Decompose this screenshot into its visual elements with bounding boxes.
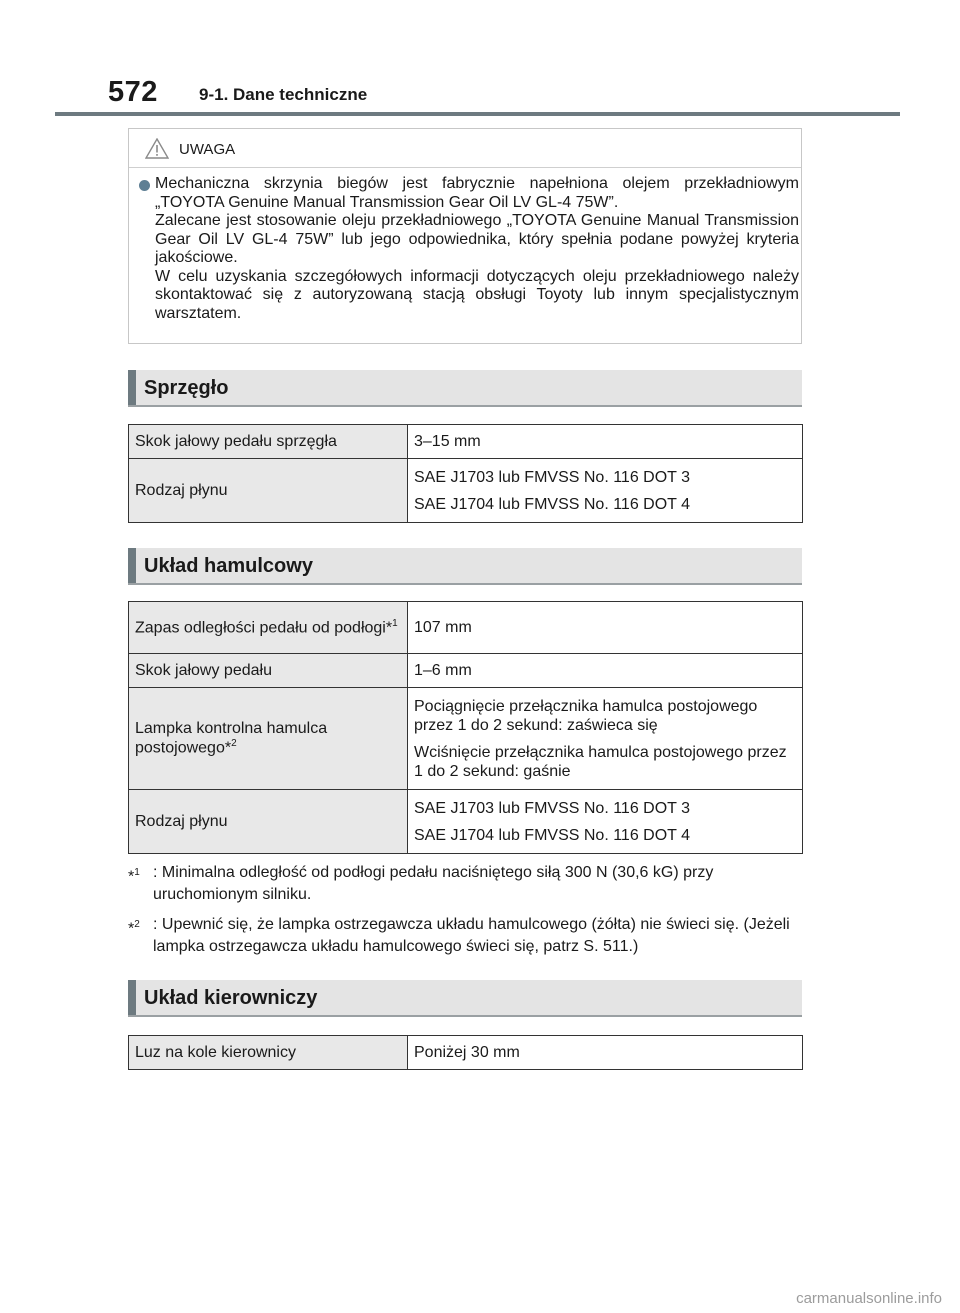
section-accent [128, 980, 136, 1015]
section-steering [128, 980, 802, 1017]
key-text: Zapas odległości pedału od podłogi* [135, 619, 393, 637]
warning-triangle-icon [145, 138, 169, 159]
key-text: Lampka kontrolna hamulca postojowego* [135, 719, 328, 757]
footnote-number: 1 [134, 867, 140, 878]
value-line: 107 mm [414, 619, 472, 636]
caution-line: W celu uzyskania szczegółowych informacji dotyczących oleju przekładniowego należy skontaktować się z autoryzowaną stacją obsługi Toyoty lub innym specjalistycznym warsztatem. [155, 267, 799, 322]
footnote-star: * [128, 920, 135, 938]
caution-header [129, 129, 801, 168]
section-title: Układ hamulcowy [144, 555, 313, 577]
table-key [129, 602, 408, 654]
bullet-icon [139, 180, 150, 191]
table-row [129, 459, 803, 523]
section-title: Układ kierowniczy [144, 987, 318, 1009]
value-line: 1–6 mm [414, 662, 472, 679]
table-row [129, 425, 803, 459]
section-accent [128, 548, 136, 583]
table-key: Skok jałowy pedału [129, 654, 408, 688]
caution-box [128, 128, 802, 344]
value-line: SAE J1703 lub FMVSS No. 116 DOT 3 [414, 468, 690, 486]
section-accent [128, 370, 136, 405]
table-key: Skok jałowy pedału sprzęgła [129, 425, 408, 459]
footnote-1 [128, 862, 808, 906]
table-row [129, 790, 803, 854]
caution-line: Zalecane jest stosowanie oleju przekładniowego „TOYOTA Genuine Manual Transmission Gear Oil LV GL-4 75W” lub jego odpowiednika, który spełnia podane powyżej kryteria jakościowe. [155, 212, 799, 266]
footnote-text: : Minimalna odległość od podłogi pedału naciśniętego siłą 300 N (30,6 kG) przy uruchomionym silniku. [153, 864, 714, 903]
caution-text [155, 175, 799, 323]
steering-table [128, 1035, 803, 1070]
table-key [129, 688, 408, 790]
caution-line: Mechaniczna skrzynia biegów jest fabrycznie napełniona olejem przekładniowym „TOYOTA Genuine Manual Transmission Gear Oil LV GL-4 75W”. [155, 175, 799, 211]
watermark: carmanualsonline.info [796, 1290, 942, 1307]
value-line: SAE J1704 lub FMVSS No. 116 DOT 4 [414, 826, 690, 844]
table-row [129, 654, 803, 688]
clutch-table [128, 424, 803, 523]
header-rule [55, 112, 900, 116]
table-value [408, 459, 803, 523]
table-value [408, 425, 803, 459]
value-line: SAE J1703 lub FMVSS No. 116 DOT 3 [414, 799, 690, 817]
footnote-ref: 1 [392, 617, 398, 629]
footnote-2 [128, 914, 808, 958]
section-brakes [128, 548, 802, 585]
footnote-star: * [128, 868, 135, 886]
footnote-number: 2 [134, 919, 140, 930]
table-row [129, 602, 803, 654]
table-value [408, 602, 803, 654]
table-key: Luz na kole kierownicy [129, 1036, 408, 1070]
table-row [129, 1036, 803, 1070]
table-key: Rodzaj płynu [129, 459, 408, 523]
footnote-mark [128, 862, 140, 888]
value-line: Wciśnięcie przełącznika hamulca postojowego przez 1 do 2 sekund: gaśnie [414, 743, 787, 780]
table-value [408, 790, 803, 854]
value-line: Pociągnięcie przełącznika hamulca postojowego przez 1 do 2 sekund: zaświeca się [414, 697, 758, 734]
chapter-title: 9-1. Dane techniczne [199, 85, 368, 104]
caution-label: UWAGA [179, 141, 236, 158]
footnote-ref: 2 [231, 737, 237, 749]
table-value [408, 654, 803, 688]
caution-body [139, 175, 799, 323]
table-value [408, 688, 803, 790]
footnote-mark [128, 914, 140, 940]
value-line: SAE J1704 lub FMVSS No. 116 DOT 4 [414, 495, 690, 513]
value-line: Poniżej 30 mm [414, 1044, 520, 1061]
brakes-table [128, 601, 803, 854]
table-row [129, 688, 803, 790]
page-number: 572 [108, 76, 158, 108]
table-value [408, 1036, 803, 1070]
section-clutch [128, 370, 802, 407]
section-title: Sprzęgło [144, 377, 229, 399]
footnote-text: : Upewnić się, że lampka ostrzegawcza układu hamulcowego (żółta) nie świeci się. (Jeżeli lampka ostrzegawcza układu hamulcowego świeci się, patrz S. 511.) [153, 916, 790, 955]
table-key: Rodzaj płynu [129, 790, 408, 854]
value-line: 3–15 mm [414, 433, 481, 450]
